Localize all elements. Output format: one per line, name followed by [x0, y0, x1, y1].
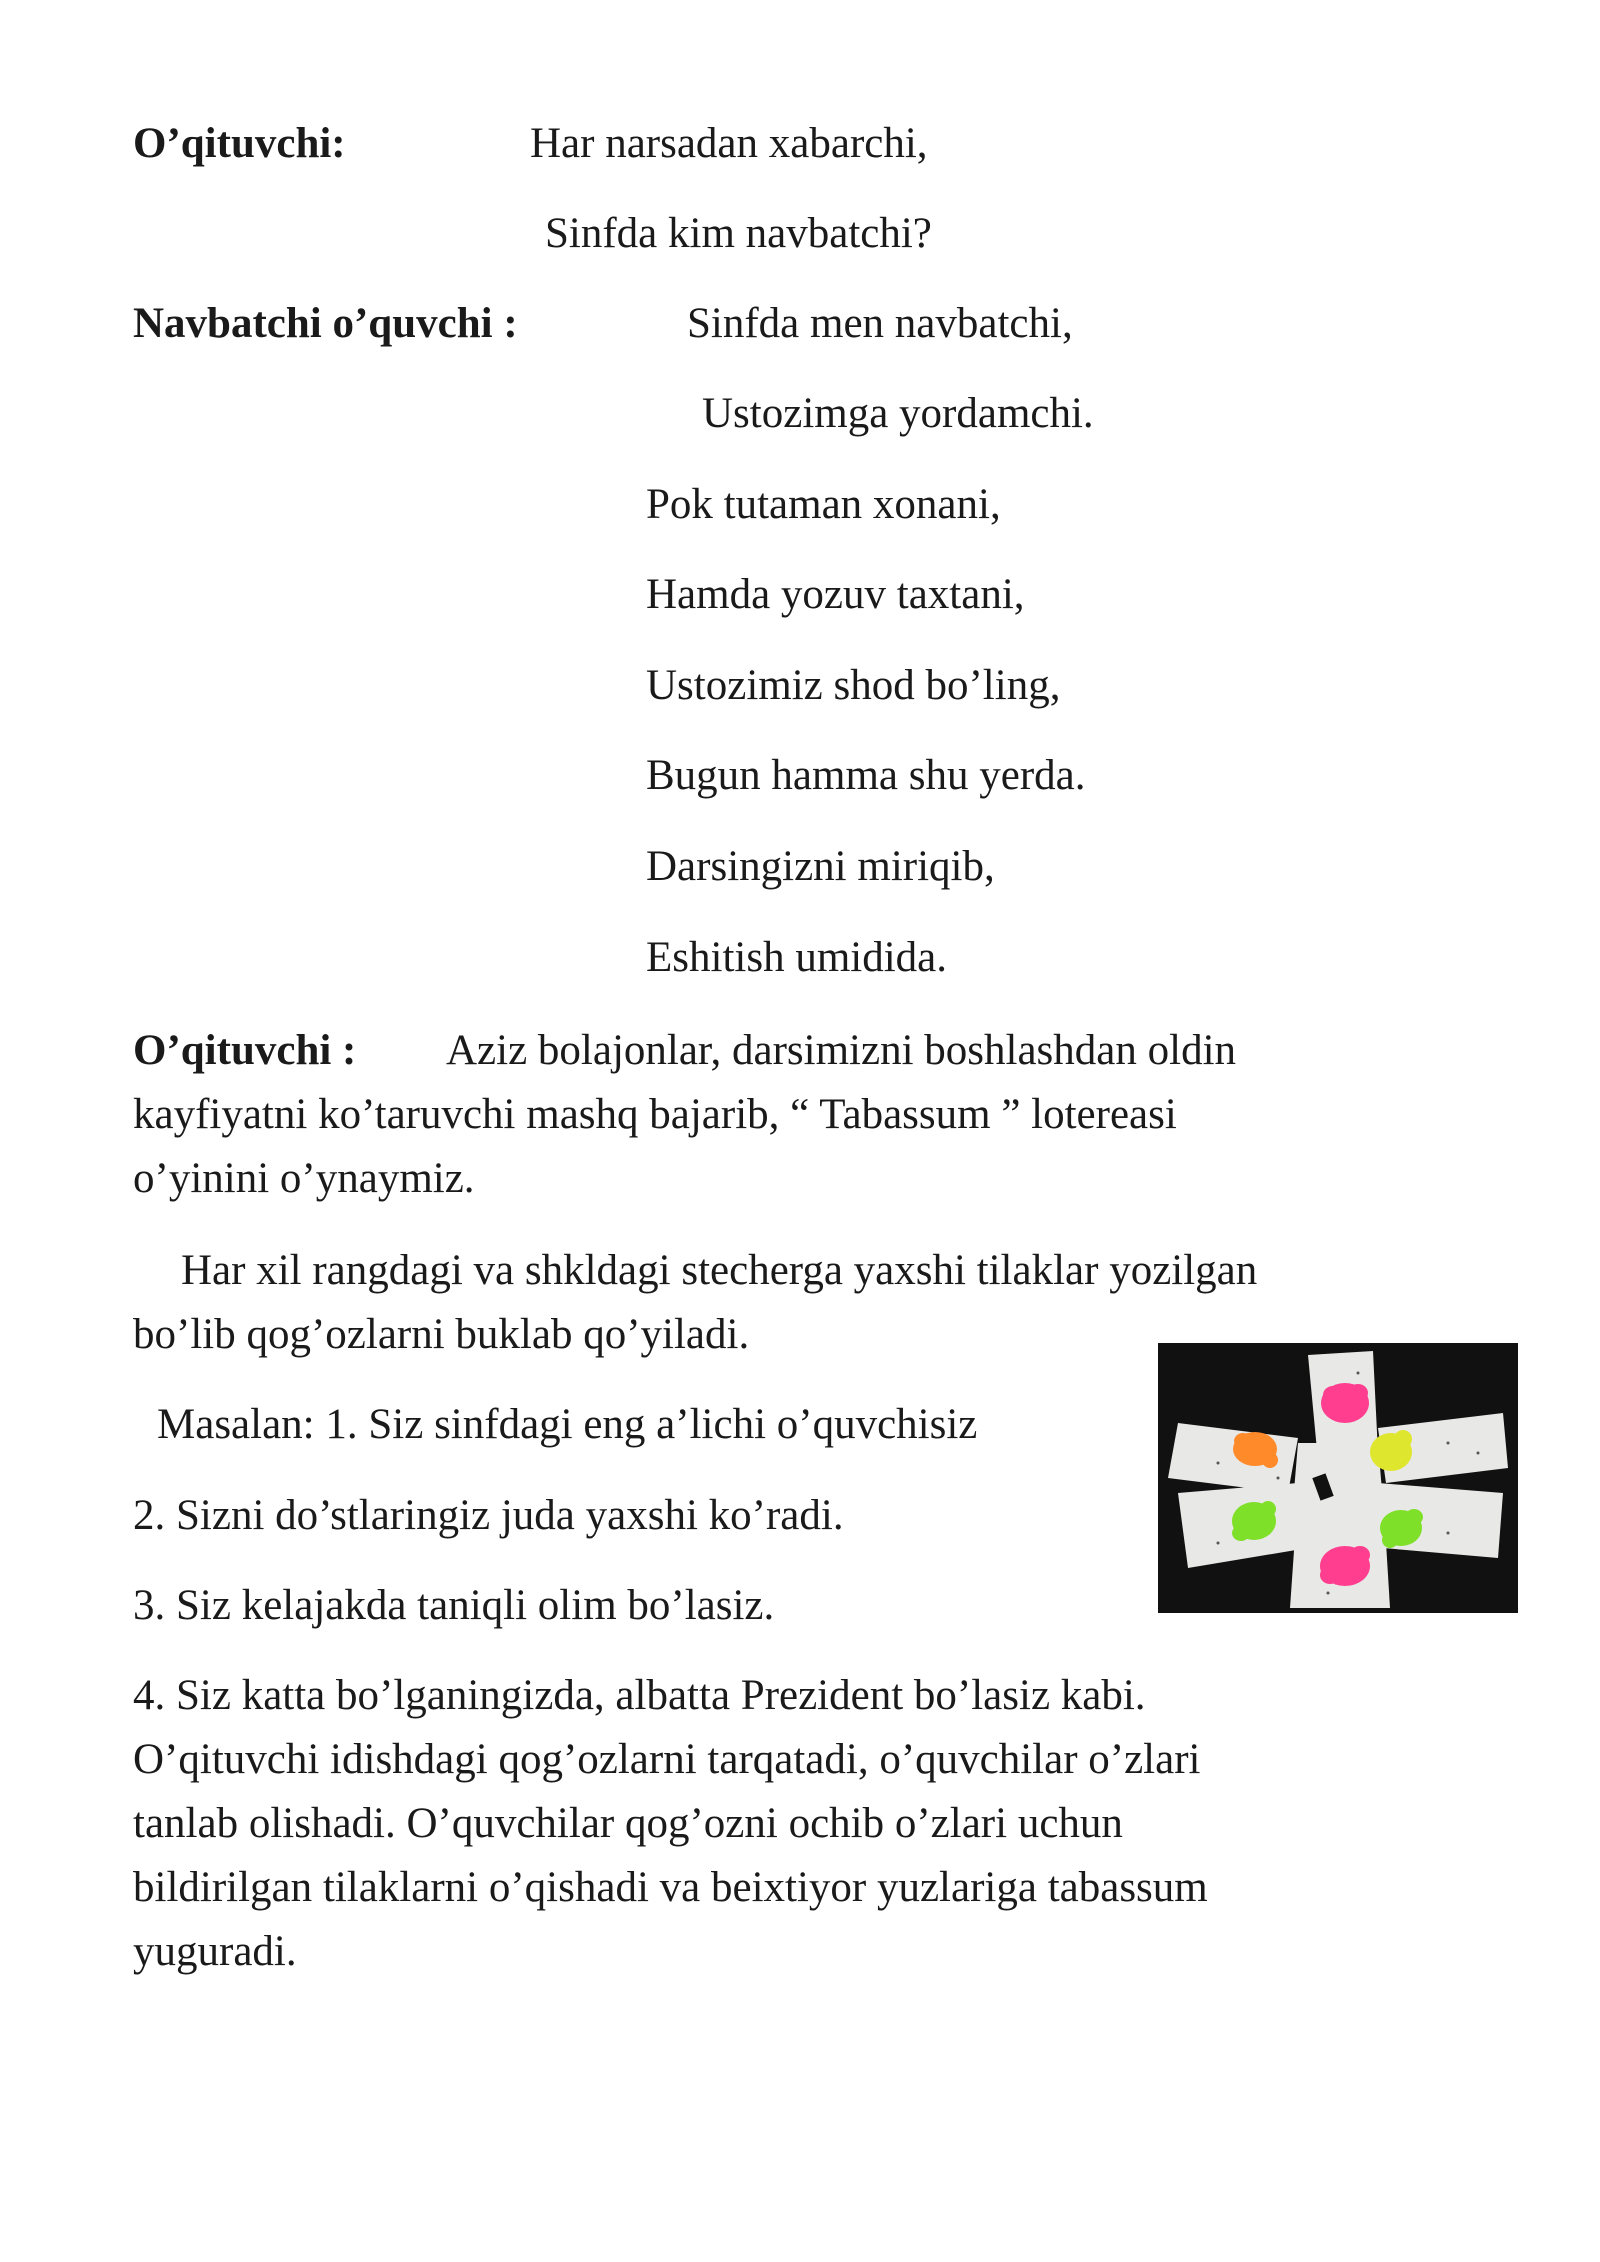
final-line: yuguradi. [133, 1928, 297, 1975]
intro-line: kayfiyatni ko’taruvchi mashq bajarib, “ Tabassum ” lotereasi [133, 1091, 1177, 1138]
pupil-label: Navbatchi o’quvchi : [133, 300, 518, 347]
teacher-label-2: O’qituvchi : [133, 1027, 357, 1074]
pupil-line-1: Sinfda men navbatchi, [687, 300, 1073, 347]
description-line: bo’lib qog’ozlarni buklab qo’yiladi. [133, 1311, 750, 1358]
example-line: Masalan: 1. Siz sinfdagi eng a’lichi o’quvchisiz [157, 1401, 978, 1448]
poem-line: Bugun hamma shu yerda. [646, 752, 1086, 799]
example-line: 3. Siz kelajakda taniqli olim bo’lasiz. [133, 1582, 775, 1629]
teacher-line-2: Sinfda kim navbatchi? [545, 210, 932, 257]
pupil-line-2: Ustozimga yordamchi. [702, 390, 1094, 437]
teacher-label-1: O’qituvchi: [133, 120, 346, 167]
intro-line: o’yinini o’ynaymiz. [133, 1155, 475, 1202]
poem-line: Darsingizni miriqib, [646, 843, 995, 890]
final-line: 4. Siz katta bo’lganingizda, albatta Prezident bo’lasiz kabi. [133, 1672, 1146, 1719]
intro-line: Aziz bolajonlar, darsimizni boshlashdan oldin [446, 1027, 1237, 1074]
poem-line: Ustozimiz shod bo’ling, [646, 662, 1061, 709]
papers-illustration [1158, 1343, 1518, 1613]
poem-line: Eshitish umidida. [646, 934, 947, 981]
lottery-papers-photo [1158, 1343, 1518, 1613]
final-line: bildirilgan tilaklarni o’qishadi va beixtiyor yuzlariga tabassum [133, 1864, 1208, 1911]
poem-line: Pok tutaman xonani, [646, 481, 1001, 528]
example-line: 2. Sizni do’stlaringiz juda yaxshi ko’radi. [133, 1492, 844, 1539]
poem-line: Hamda yozuv taxtani, [646, 571, 1025, 618]
description-line: Har xil rangdagi va shkldagi stecherga yaxshi tilaklar yozilgan [181, 1247, 1258, 1294]
final-line: O’qituvchi idishdagi qog’ozlarni tarqatadi, o’quvchilar o’zlari [133, 1736, 1201, 1783]
final-line: tanlab olishadi. O’quvchilar qog’ozni ochib o’zlari uchun [133, 1800, 1123, 1847]
teacher-line-1: Har narsadan xabarchi, [530, 120, 928, 167]
